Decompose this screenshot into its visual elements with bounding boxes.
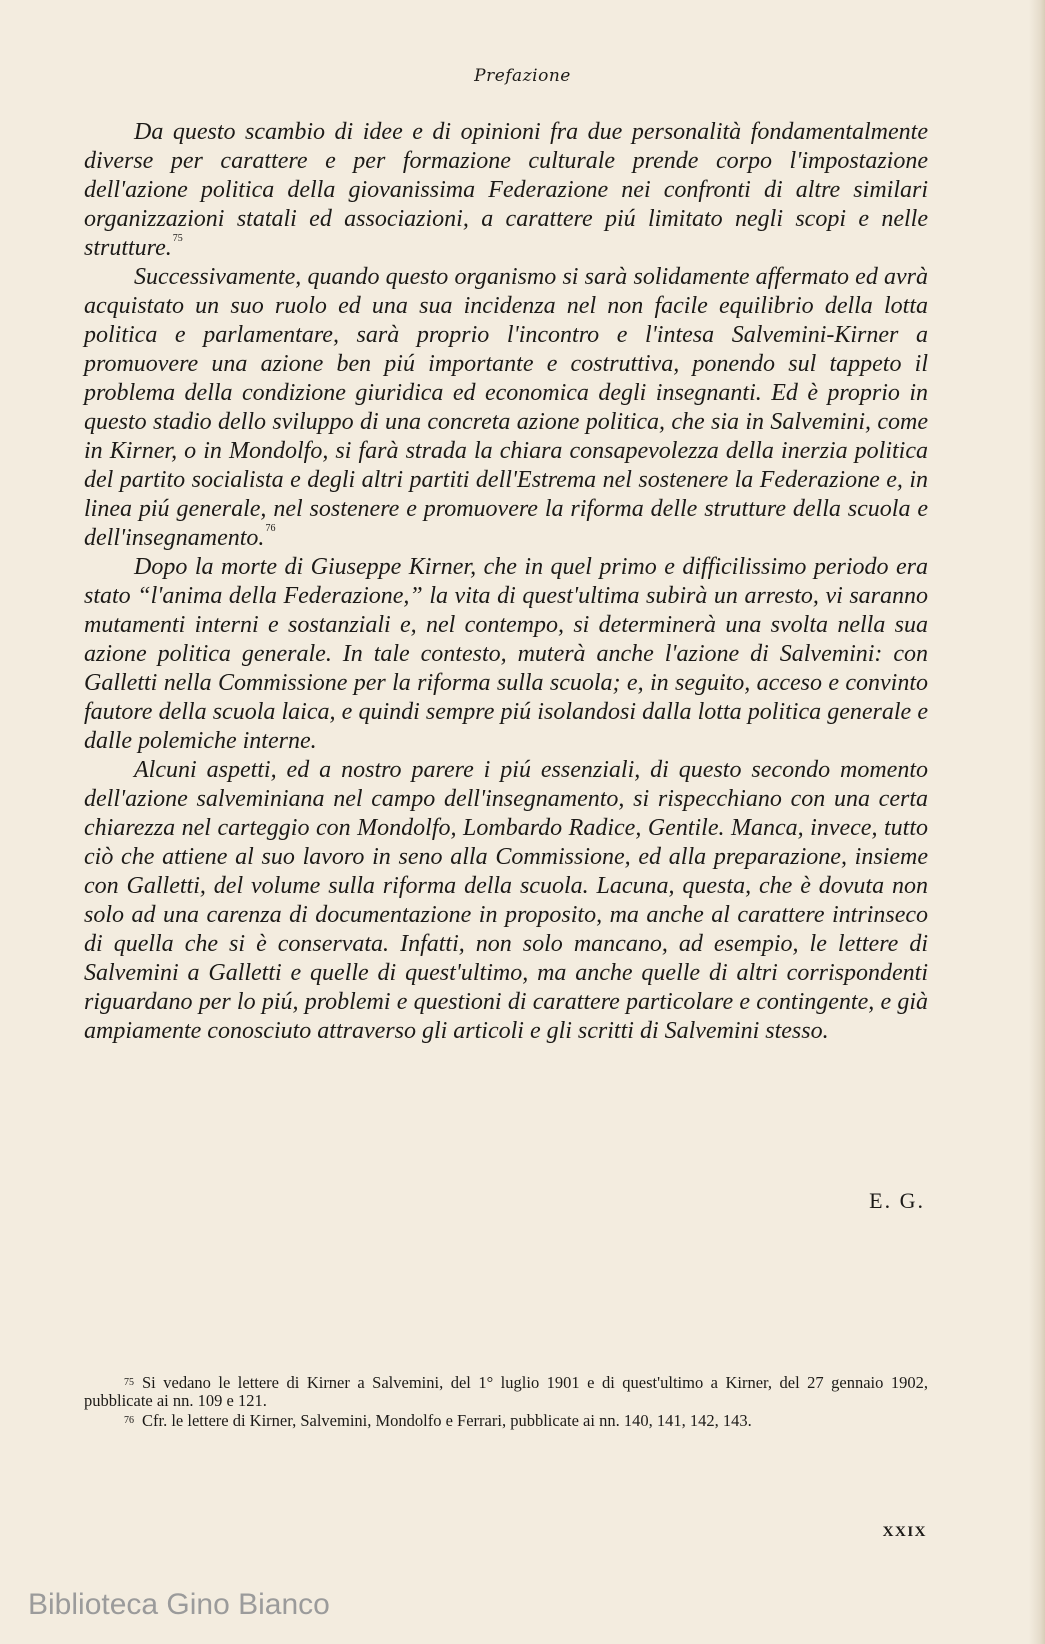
footnote-number: 75: [124, 1377, 134, 1388]
page-number: XXIX: [882, 1524, 927, 1540]
footnote-number: 76: [124, 1415, 134, 1426]
paragraph-2: [84, 263, 928, 553]
body-text: [84, 118, 928, 1046]
footnote-75: [84, 1374, 928, 1410]
paragraph-3: [84, 553, 928, 756]
footnote-text: Si vedano le lettere di Kirner a Salvemini, del 1° luglio 1901 e di quest'ultimo a Kirner, del 27 gennaio 1902, pubblicate ai nn. 109 e 121.: [84, 1373, 928, 1410]
paragraph-4-text: Alcuni aspetti, ed a nostro parere i piú essenziali, di questo secondo momento dell'azione salveminiana nel campo dell'insegnamento, si rispecchiano con una certa chiarezza nel carteggio con Mondolfo, Lombardo Radice, Gentile. Manca, invece, tutto ciò che attiene al suo lavoro in seno alla Commissione, ed alla preparazione, insieme con Galletti, del volume sulla riforma della scuola. Lacuna, questa, che è dovuta non solo ad una carenza di documentazione in proposito, ma anche al carattere intrinseco di quella che si è conservata. Infatti, non solo mancano, ad esempio, le lettere di Salvemini a Galletti e quelle di quest'ultimo, ma anche quelle di altri corrispondenti riguardano per lo piú, problemi e questioni di carattere particolare e contingente, e già ampiamente conosciuto attraverso gli articoli e gli scritti di Salvemini stesso.: [84, 757, 928, 1044]
running-head: Prefazione: [474, 66, 571, 86]
footnote-text: Cfr. le lettere di Kirner, Salvemini, Mondolfo e Ferrari, pubblicate ai nn. 140, 141, 142, 143.: [142, 1411, 752, 1430]
paragraph-1-text: Da questo scambio di idee e di opinioni fra due personalità fondamentalmente diverse per carattere e per formazione culturale prende corpo l'impostazione dell'azione politica della giovanissima Federazione nei confronti di altre similari organizzazioni statali ed associazioni, a carattere piú limitato negli scopi e nelle strutture.: [84, 119, 928, 261]
signature: E. G.: [869, 1188, 925, 1213]
footnote-ref-76: 76: [265, 523, 276, 534]
watermark: Biblioteca Gino Bianco: [28, 1588, 330, 1621]
paragraph-1: [84, 118, 928, 263]
page-edge-shadow: [1029, 0, 1045, 1644]
paragraph-3-text: Dopo la morte di Giuseppe Kirner, che in quel primo e difficilissimo periodo era stato “l'anima della Federazione,” la vita di quest'ultima subirà un arresto, vi saranno mutamenti interni e sostanziali e, nel contempo, si determinerà una svolta nella sua azione politica generale. In tale contesto, muterà anche l'azione di Salvemini: con Galletti nella Commissione per la riforma sulla scuola; e, in seguito, acceso e convinto fautore della scuola laica, e quindi sempre piú isolandosi dalla lotta politica generale e dalle polemiche interne.: [84, 554, 928, 754]
footnote-ref-75: 75: [172, 233, 183, 244]
footnotes: [84, 1374, 928, 1432]
footnote-76: [84, 1412, 928, 1430]
paragraph-2-text: Successivamente, quando questo organismo si sarà solidamente affermato ed avrà acquistato un suo ruolo ed una sua incidenza nel non facile equilibrio della lotta politica e parlamentare, sarà proprio l'incontro e l'intesa Salvemini-Kirner a promuovere una azione ben piú importante e costruttiva, ponendo sul tappeto il problema della condizione giuridica ed economica degli insegnanti. Ed è proprio in questo stadio dello sviluppo di una concreta azione politica, che sia in Salvemini, come in Kirner, o in Mondolfo, si farà strada la chiara consapevolezza della inerzia politica del partito socialista e degli altri partiti dell'Estrema nel sostenere la Federazione e, in linea piú generale, nel sostenere e promuovere la riforma delle strutture della scuola e dell'insegnamento.: [84, 264, 928, 551]
paragraph-4: [84, 756, 928, 1046]
